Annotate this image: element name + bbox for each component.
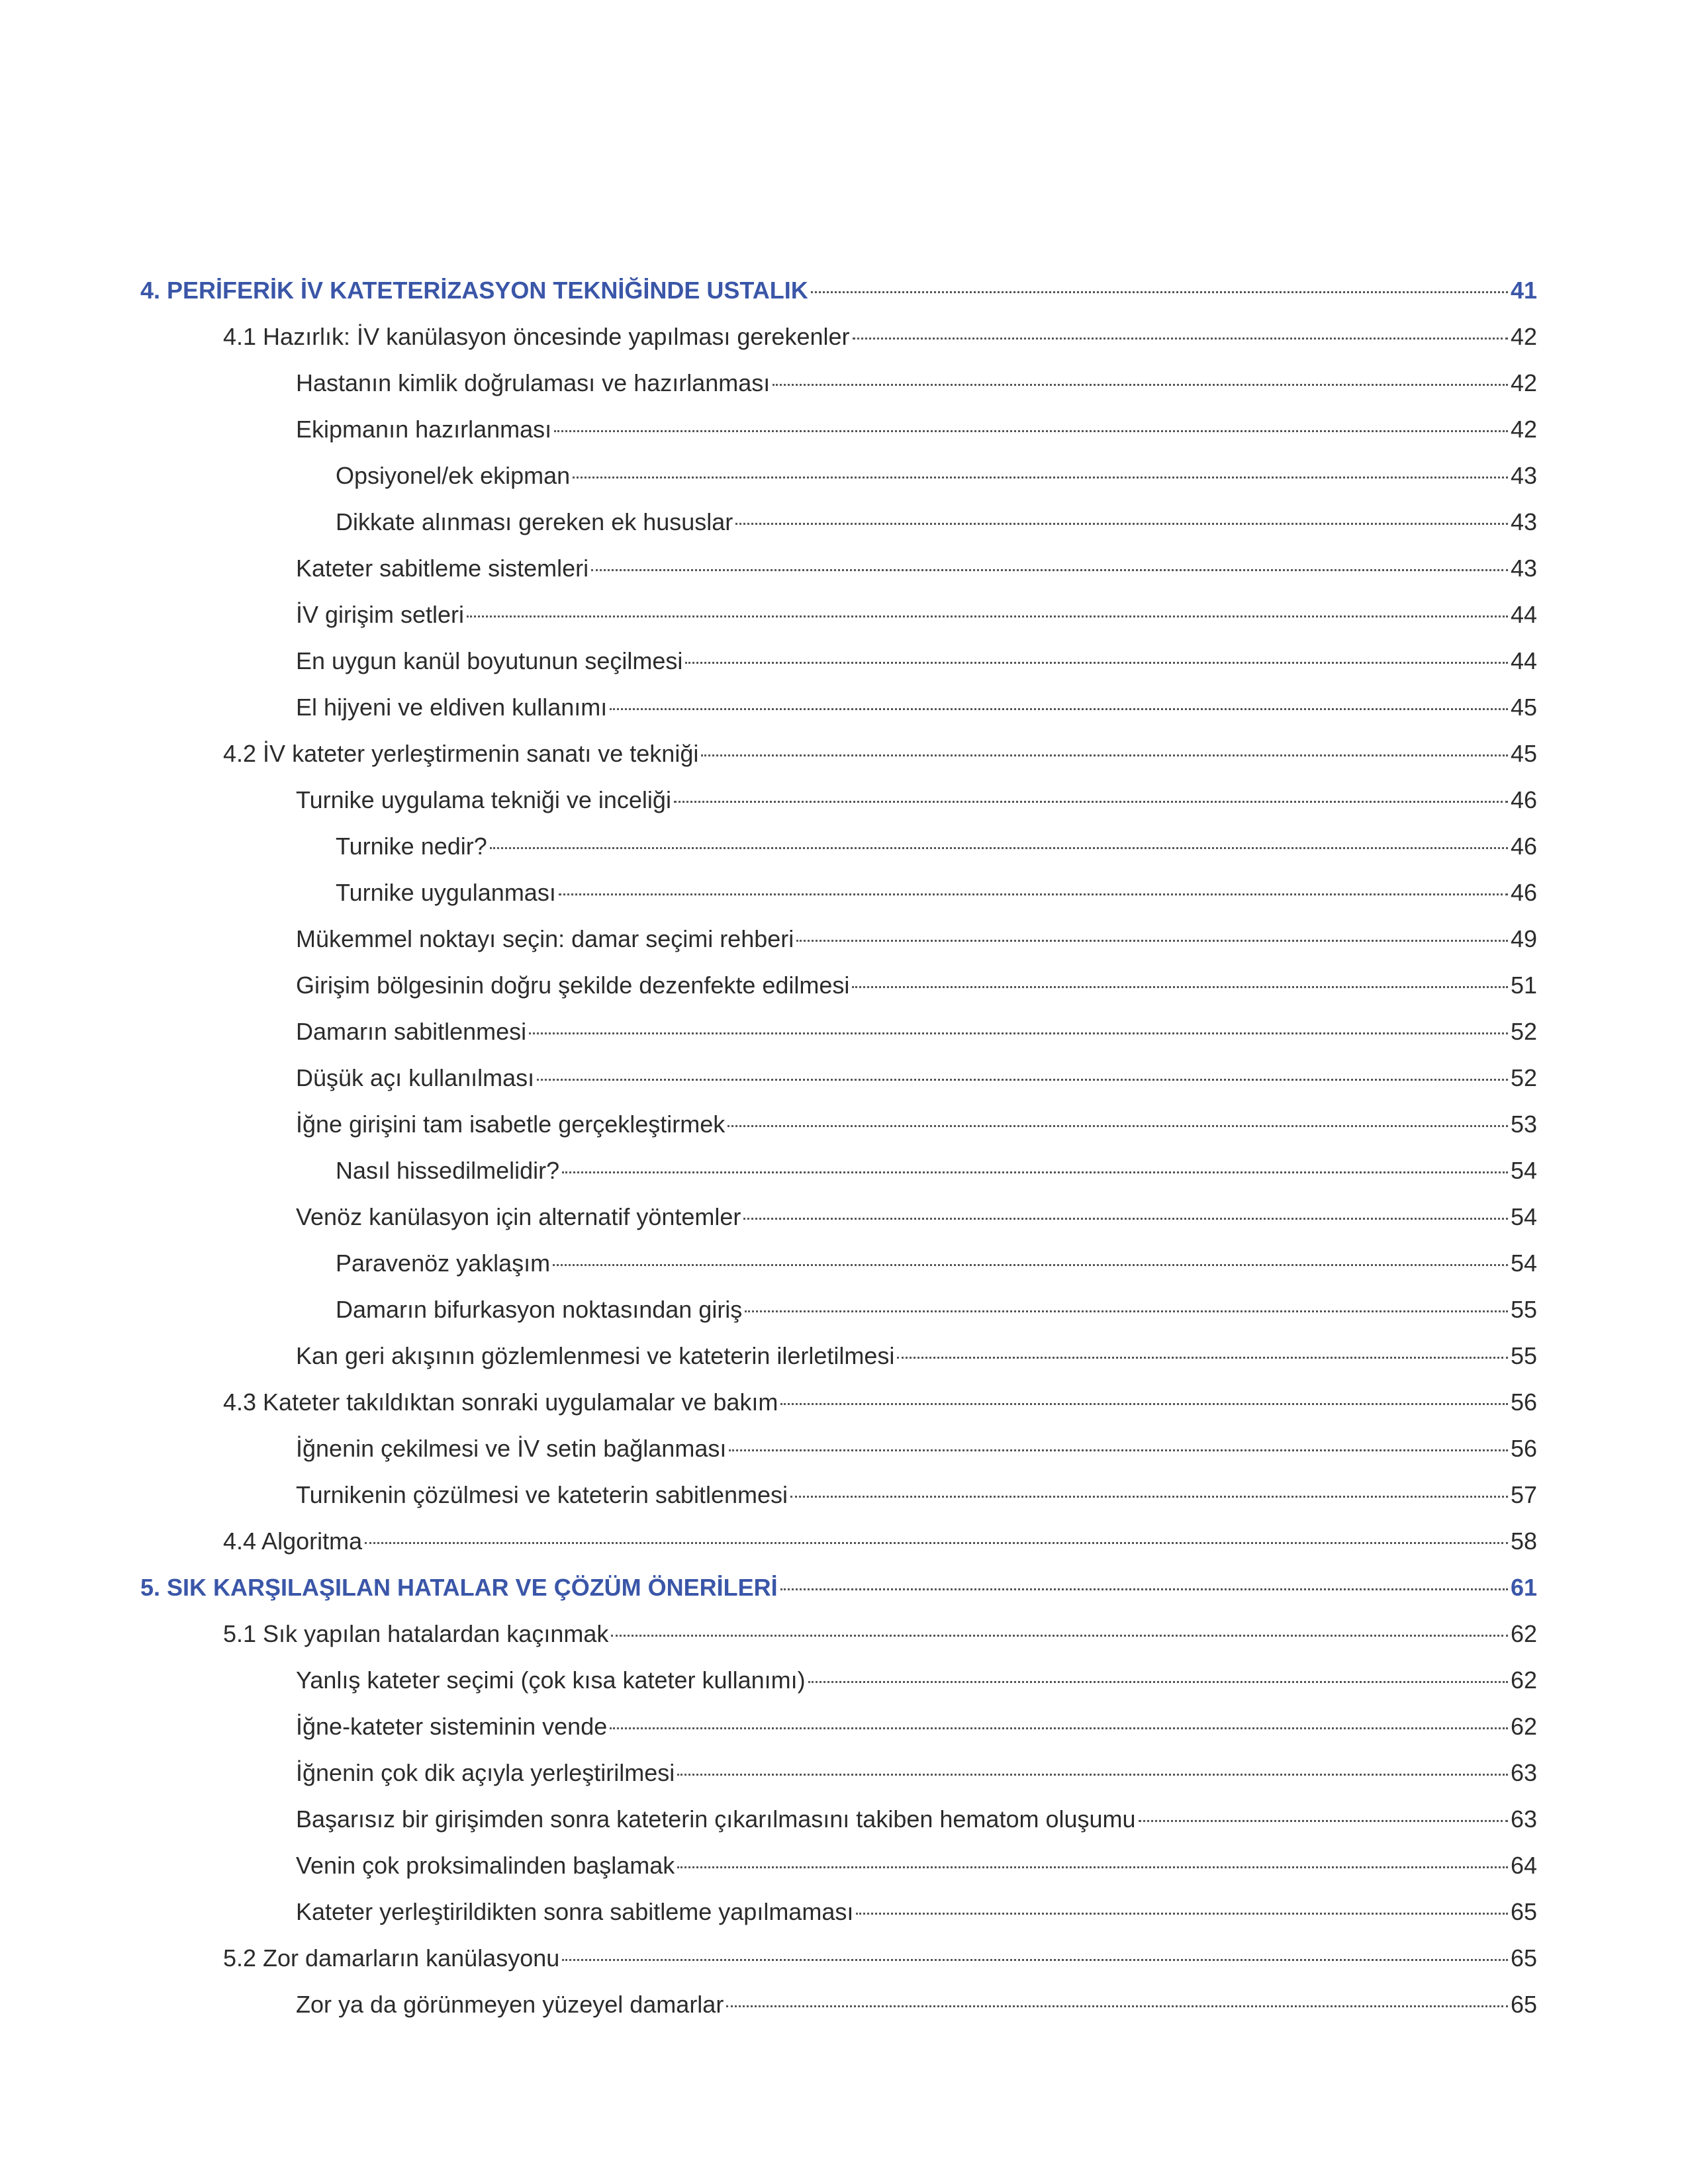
toc-entry-title: Mükemmel noktayı seçin: damar seçimi rehberi (296, 925, 794, 952)
dot-leader (562, 1959, 1508, 1961)
toc-entry-title: 4.2 İV kateter yerleştirmenin sanatı ve tekniği (223, 740, 699, 767)
toc-page-number: 62 (1510, 1713, 1537, 1740)
toc-page-number: 52 (1510, 1064, 1537, 1091)
toc-page-number: 44 (1510, 647, 1537, 674)
toc-entry-title: 5.2 Zor damarların kanülasyonu (223, 1944, 560, 1972)
toc-entry-row[interactable] (140, 870, 1537, 916)
dot-leader (677, 1866, 1508, 1868)
dot-leader (529, 1032, 1508, 1034)
toc-entry-row[interactable] (140, 1611, 1537, 1657)
toc-entry-row[interactable] (140, 1935, 1537, 1981)
toc-entry-title: İğnenin çekilmesi ve İV setin bağlanması (296, 1435, 727, 1462)
dot-leader (537, 1079, 1508, 1081)
toc-page-number: 46 (1510, 786, 1537, 813)
toc-page-number: 61 (1510, 1574, 1537, 1601)
dot-leader (490, 847, 1508, 849)
toc-page-number: 55 (1510, 1342, 1537, 1369)
toc-entry-row[interactable] (140, 545, 1537, 592)
toc-page-number: 63 (1510, 1759, 1537, 1786)
toc-entry-title: Girişim bölgesinin doğru şekilde dezenfekte edilmesi (296, 972, 850, 999)
toc-entry-title: Kateter sabitleme sistemleri (296, 555, 589, 582)
toc-entry-title: Dikkate alınması gereken ek hususlar (336, 508, 733, 535)
toc-entry-title: Zor ya da görünmeyen yüzeyel damarlar (296, 1991, 724, 2018)
toc-entry-row[interactable] (140, 453, 1537, 499)
toc-entry-row[interactable] (140, 1379, 1537, 1426)
dot-leader (743, 1218, 1508, 1220)
toc-entry-row[interactable] (140, 1704, 1537, 1750)
toc-page-number: 56 (1510, 1388, 1537, 1416)
toc-page-number: 45 (1510, 740, 1537, 767)
toc-entry-title: Turnike uygulama tekniği ve inceliği (296, 786, 671, 813)
dot-leader (611, 1635, 1508, 1637)
dot-leader (796, 940, 1508, 942)
toc-page-number: 56 (1510, 1435, 1537, 1462)
toc-entry-row[interactable] (140, 1055, 1537, 1101)
dot-leader (573, 477, 1508, 478)
toc-page-number: 64 (1510, 1852, 1537, 1879)
dot-leader (790, 1496, 1508, 1498)
toc-page-number: 43 (1510, 462, 1537, 489)
dot-leader (773, 384, 1508, 386)
toc-entry-title: İğne-kateter sisteminin vende (296, 1713, 608, 1740)
toc-entry-title: Venöz kanülasyon için alternatif yöntemler (296, 1203, 741, 1230)
toc-entry-title: Ekipmanın hazırlanması (296, 416, 552, 443)
toc-entry-row[interactable] (140, 499, 1537, 545)
toc-entry-title: Kateter yerleştirildikten sonra sabitleme yapılmaması (296, 1898, 854, 1925)
toc-page-number: 44 (1510, 601, 1537, 628)
toc-entry-row[interactable] (140, 1981, 1537, 2028)
toc-entry-row[interactable] (140, 1101, 1537, 1148)
toc-entry-row[interactable] (140, 360, 1537, 406)
dot-leader (726, 2005, 1508, 2007)
dot-leader (677, 1774, 1508, 1776)
toc-entry-title: Düşük açı kullanılması (296, 1064, 535, 1091)
dot-leader (852, 986, 1508, 988)
toc-entry-row[interactable] (140, 1657, 1537, 1704)
dot-leader (856, 1913, 1508, 1915)
toc-entry-title: Kan geri akışının gözlemlenmesi ve kateterin ilerletilmesi (296, 1342, 895, 1369)
toc-entry-title: 5.1 Sık yapılan hatalardan kaçınmak (223, 1620, 609, 1647)
toc-entry-title: Turnikenin çözülmesi ve kateterin sabitlenmesi (296, 1481, 788, 1508)
dot-leader (610, 708, 1508, 710)
toc-entry-row[interactable] (140, 1333, 1537, 1379)
dot-leader (553, 1264, 1508, 1266)
toc-page-number: 46 (1510, 879, 1537, 906)
toc-entry-row[interactable] (140, 592, 1537, 638)
toc-entry-row[interactable] (140, 1426, 1537, 1472)
toc-entry-row[interactable] (140, 823, 1537, 870)
toc-entry-title: Damarın bifurkasyon noktasından giriş (336, 1296, 743, 1323)
dot-leader (1139, 1820, 1508, 1822)
dot-leader (808, 1681, 1508, 1683)
toc-entry-row[interactable] (140, 1518, 1537, 1565)
toc-entry-title: İğnenin çok dik açıyla yerleştirilmesi (296, 1759, 675, 1786)
toc-page-number: 62 (1510, 1666, 1537, 1694)
toc-entry-row[interactable] (140, 1843, 1537, 1889)
toc-entry-title: 5. SIK KARŞILAŞILAN HATALAR VE ÇÖZÜM ÖNERİLERİ (140, 1574, 778, 1601)
toc-page-number: 43 (1510, 508, 1537, 535)
table-of-contents (140, 267, 1537, 2028)
toc-entry-row[interactable] (140, 1889, 1537, 1935)
toc-entry-title: El hijyeni ve eldiven kullanımı (296, 694, 608, 721)
toc-entry-title: En uygun kanül boyutunun seçilmesi (296, 647, 683, 674)
toc-page-number: 42 (1510, 369, 1537, 396)
toc-entry-row[interactable] (140, 1009, 1537, 1055)
dot-leader (735, 523, 1508, 525)
toc-entry-row[interactable] (140, 731, 1537, 777)
dot-leader (745, 1310, 1508, 1312)
toc-chapter-row[interactable] (140, 267, 1537, 314)
toc-entry-row[interactable] (140, 1194, 1537, 1240)
toc-entry-row[interactable] (140, 314, 1537, 360)
toc-entry-title: 4.3 Kateter takıldıktan sonraki uygulamalar ve bakım (223, 1388, 778, 1416)
toc-entry-title: Turnike uygulanması (336, 879, 556, 906)
toc-entry-row[interactable] (140, 1472, 1537, 1518)
toc-entry-row[interactable] (140, 406, 1537, 453)
toc-page-number: 54 (1510, 1203, 1537, 1230)
toc-entry-title: Yanlış kateter seçimi (çok kısa kateter kullanımı) (296, 1666, 806, 1694)
toc-entry-row[interactable] (140, 638, 1537, 684)
toc-page-number: 58 (1510, 1527, 1537, 1555)
dot-leader (701, 754, 1508, 756)
dot-leader (853, 338, 1508, 340)
dot-leader (562, 1171, 1508, 1173)
dot-leader (780, 1588, 1508, 1590)
toc-page-number: 43 (1510, 555, 1537, 582)
dot-leader (559, 893, 1508, 895)
toc-entry-title: Venin çok proksimalinden başlamak (296, 1852, 675, 1879)
toc-page-number: 52 (1510, 1018, 1537, 1045)
toc-entry-row[interactable] (140, 962, 1537, 1009)
toc-entry-row[interactable] (140, 916, 1537, 962)
toc-entry-row[interactable] (140, 1750, 1537, 1796)
toc-chapter-row[interactable] (140, 1565, 1537, 1611)
dot-leader (685, 662, 1508, 664)
toc-page-number: 54 (1510, 1157, 1537, 1184)
toc-entry-row[interactable] (140, 1796, 1537, 1843)
dot-leader (554, 430, 1508, 432)
dot-leader (780, 1403, 1508, 1405)
toc-entry-title: Nasıl hissedilmelidir? (336, 1157, 560, 1184)
toc-page-number: 42 (1510, 416, 1537, 443)
toc-page-number: 62 (1510, 1620, 1537, 1647)
toc-page-number: 65 (1510, 1991, 1537, 2018)
dot-leader (729, 1449, 1508, 1451)
toc-page-number: 53 (1510, 1111, 1537, 1138)
toc-entry-row[interactable] (140, 684, 1537, 731)
toc-page-number: 65 (1510, 1898, 1537, 1925)
toc-page-number: 55 (1510, 1296, 1537, 1323)
toc-entry-title: Opsiyonel/ek ekipman (336, 462, 571, 489)
toc-entry-row[interactable] (140, 1148, 1537, 1194)
toc-page-number: 51 (1510, 972, 1537, 999)
toc-entry-row[interactable] (140, 1287, 1537, 1333)
toc-entry-title: Damarın sabitlenmesi (296, 1018, 527, 1045)
toc-entry-row[interactable] (140, 777, 1537, 823)
dot-leader (467, 615, 1508, 617)
toc-entry-title: Hastanın kimlik doğrulaması ve hazırlanması (296, 369, 771, 396)
toc-page-number: 45 (1510, 694, 1537, 721)
dot-leader (365, 1542, 1508, 1544)
toc-entry-title: İV girişim setleri (296, 601, 465, 628)
toc-entry-title: Paravenöz yaklaşım (336, 1250, 551, 1277)
toc-page-number: 63 (1510, 1805, 1537, 1833)
toc-entry-title: 4.1 Hazırlık: İV kanülasyon öncesinde yapılması gerekenler (223, 323, 850, 350)
dot-leader (591, 569, 1508, 571)
dot-leader (897, 1357, 1508, 1359)
toc-page-number: 46 (1510, 833, 1537, 860)
dot-leader (811, 291, 1508, 293)
toc-page-number: 42 (1510, 323, 1537, 350)
toc-page-number: 41 (1510, 277, 1537, 304)
dot-leader (674, 801, 1508, 803)
toc-page-number: 54 (1510, 1250, 1537, 1277)
dot-leader (727, 1125, 1508, 1127)
toc-entry-title: Turnike nedir? (336, 833, 487, 860)
toc-entry-row[interactable] (140, 1240, 1537, 1287)
toc-entry-title: İğne girişini tam isabetle gerçekleştirmek (296, 1111, 726, 1138)
toc-entry-title: 4. PERİFERİK İV KATETERİZASYON TEKNİĞİNDE USTALIK (140, 277, 808, 304)
toc-page-number: 57 (1510, 1481, 1537, 1508)
dot-leader (610, 1727, 1508, 1729)
toc-page-number: 49 (1510, 925, 1537, 952)
toc-entry-title: Başarısız bir girişimden sonra kateterin çıkarılmasını takiben hematom oluşumu (296, 1805, 1136, 1833)
toc-entry-title: 4.4 Algoritma (223, 1527, 363, 1555)
toc-page-number: 65 (1510, 1944, 1537, 1972)
